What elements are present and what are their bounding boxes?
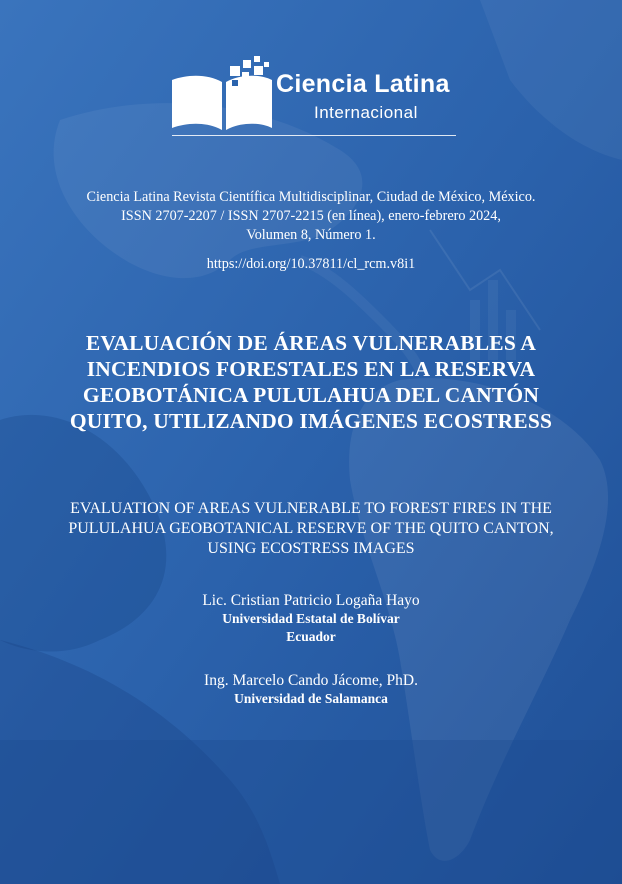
author-name: Ing. Marcelo Cando Jácome, PhD. (204, 672, 418, 689)
author-affiliation: Universidad Estatal de Bolívar (222, 611, 400, 626)
brand-divider (172, 135, 456, 136)
logo-pixel (254, 56, 260, 62)
doi-link[interactable]: https://doi.org/10.37811/cl_rcm.v8i1 (206, 256, 416, 272)
logo-pixel (243, 60, 251, 68)
author-country: Ecuador (286, 629, 336, 644)
logo-pixel (254, 66, 263, 75)
bottom-fade (0, 740, 622, 884)
author-block-1 (0, 592, 622, 646)
author-affiliation: Universidad de Salamanca (234, 691, 388, 706)
citation-volume: Volumen 8, Número 1. (246, 227, 376, 243)
logo-pixel (230, 66, 240, 76)
title-english: EVALUATION OF AREAS VULNERABLE TO FOREST FIRES IN THE PULULAHUA GEOBOTANICAL RESERVE OF THE QUITO CANTON, USING ECOSTRESS IMAGES (68, 500, 554, 557)
citation-journal: Ciencia Latina Revista Científica Multidisciplinar, Ciudad de México, México. (86, 189, 536, 205)
logo-pixel (264, 62, 269, 67)
title-spanish: EVALUACIÓN DE ÁREAS VULNERABLES A INCENDIOS FORESTALES EN LA RESERVA GEOBOTÁNICA PULULAHUA DEL CANTÓN QUITO, UTILIZANDO IMÁGENES ECOSTRESS (69, 331, 553, 433)
logo-book-left-page (172, 76, 222, 130)
citation-block (0, 188, 622, 245)
logo-pixel (232, 80, 238, 86)
author-block-2 (0, 672, 622, 708)
brand-name: Ciencia Latina (276, 70, 450, 98)
citation-issn: ISSN 2707-2207 / ISSN 2707-2215 (en línea), enero-febrero 2024, (121, 208, 501, 224)
logo-pixel (242, 72, 249, 79)
author-name: Lic. Cristian Patricio Logaña Hayo (202, 592, 420, 609)
brand-subtitle: Internacional (314, 103, 418, 122)
